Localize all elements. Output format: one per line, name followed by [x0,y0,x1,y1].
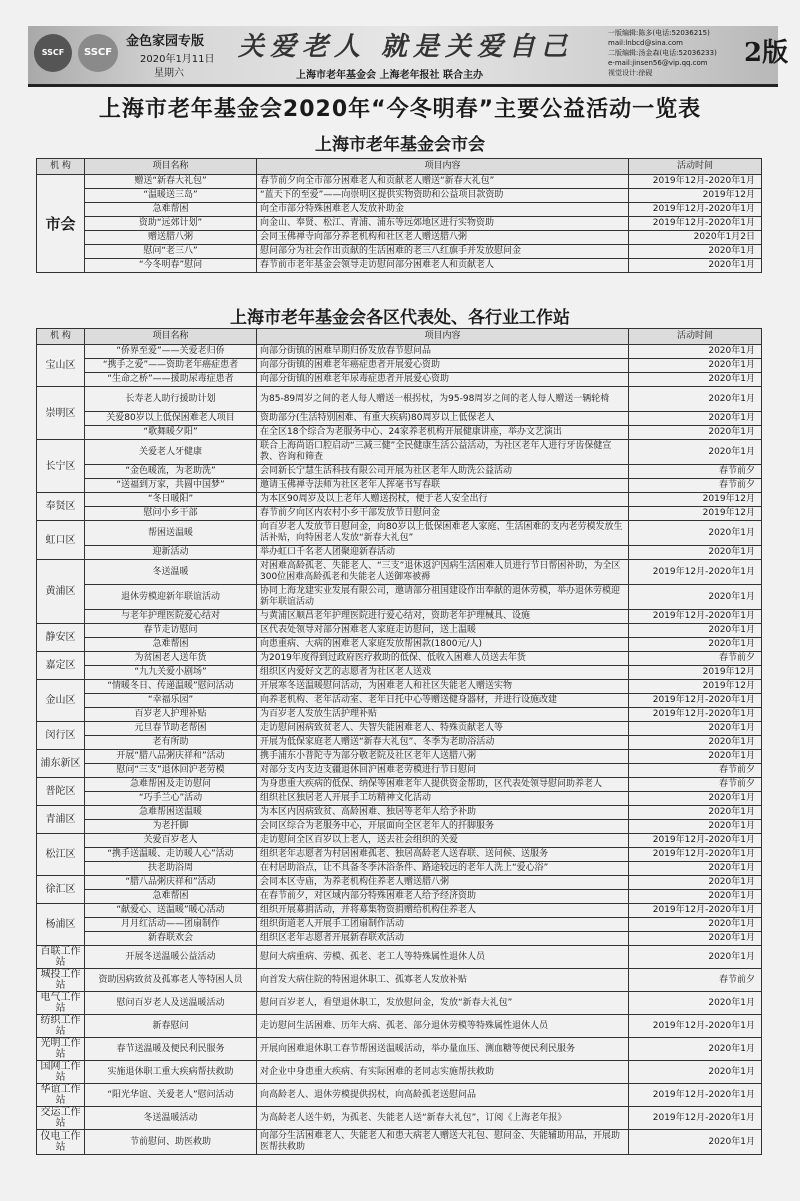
project-content: 对困难高龄孤老、失能老人、“三支”退休返沪因病生活困难人员进行节日帮困补助，为全区300位困难高龄孤老和失能老人送御寒被褥 [257,560,629,585]
project-content: 在村居助浴点，让不具备冬季沐浴条件、路途较远的老年人洗上“爱心浴” [257,862,629,876]
activity-time: 2020年1月 [629,1038,762,1061]
project-name: 冬送温暖活动 [85,1107,257,1130]
table-row [37,465,762,479]
project-name: “温暖送三岛” [85,189,257,203]
project-content: 慰问百岁老人，看望退休职工，发放慰问金，发放“新春大礼包” [257,992,629,1015]
table-row [37,806,762,820]
table-row [37,666,762,680]
project-content: 组织老年志愿者为村居困难孤老、独居高龄老人送春联、送问候、送服务 [257,848,629,862]
project-name: “歌舞暖夕阳” [85,426,257,440]
activity-time: 2019年12月-2020年1月 [629,848,762,862]
activity-time: 2020年1月 [629,373,762,387]
project-name: 关爱百岁老人 [85,834,257,848]
project-content: 春节前夕向区内农村小乡干部发放节日慰问金 [257,507,629,521]
project-content: 区代表处领导对部分困难老人家庭走访慰问，送上温暖 [257,624,629,638]
project-name: “侨界至爱”——关爱老归侨 [85,345,257,359]
project-name: 开展冬送温暖公益活动 [85,946,257,969]
project-name: “献爱心、送温暖”暖心活动 [85,904,257,918]
activity-time: 2020年1月 [629,440,762,465]
contact-line: mail:lnbcd@sina.com [608,39,683,47]
activity-time: 春节前夕 [629,778,762,792]
table-row [37,387,762,412]
table-row [37,904,762,918]
activity-time: 2019年12月-2020年1月 [629,1015,762,1038]
foundation-logo: SSCF [34,34,72,72]
table-row [37,764,762,778]
table-row [37,792,762,806]
activity-time: 2020年1月 [629,345,762,359]
table-row [37,969,762,992]
project-content: 向全市部分特殊困难老人发放补助金 [257,203,629,217]
project-name: 元旦春节助老帮困 [85,722,257,736]
project-content: 对企业中身患重大疾病、有实际困难的老同志实施帮扶救助 [257,1061,629,1084]
table-row [37,918,762,932]
table-row [37,1015,762,1038]
activity-time: 2020年1月 [629,932,762,946]
project-name: “九九关爱小剧场” [85,666,257,680]
org-cell: 松江区 [37,834,85,876]
project-content: 向首发大病住院的特困退休职工、孤寡老人发放补贴 [257,969,629,992]
project-content: 组织开展募捐活动，并将募集物资捐赠给机构住养老人 [257,904,629,918]
activity-time: 2020年1月 [629,412,762,426]
table-row [37,778,762,792]
project-content: 对部分支内支边支疆退休回沪困难老劳模进行节日慰问 [257,764,629,778]
activity-time: 2020年1月 [629,992,762,1015]
header-org: 机 构 [37,159,85,175]
activity-time: 2020年1月 [629,245,762,259]
project-content: 走访慰问困病致贫老人、失智失能困难老人、特殊贡献老人等 [257,722,629,736]
project-content: 为本区90周岁及以上老年人赠送拐杖，便于老人安全出行 [257,493,629,507]
table-row [37,359,762,373]
project-name: 赠送“新春大礼包” [85,175,257,189]
activity-time: 2019年12月-2020年1月 [629,1107,762,1130]
table-row [37,259,762,273]
activity-time: 春节前夕 [629,465,762,479]
project-content: 邀请玉佛禅寺法师为社区老年人挥毫书写春联 [257,479,629,493]
org-cell: 崇明区 [37,387,85,440]
table-row [37,189,762,203]
activity-time: 2019年12月-2020年1月 [629,708,762,722]
org-cell: 嘉定区 [37,652,85,680]
org-cell: 浦东新区 [37,750,85,778]
org-cell: 光明工作站 [37,1038,85,1061]
section2-table [36,328,762,1155]
activity-time: 春节前夕 [629,652,762,666]
activity-time: 2019年12月-2020年1月 [629,834,762,848]
project-name: 老有所助 [85,736,257,750]
section2-body [37,345,762,1155]
project-name: 关爱老人牙健康 [85,440,257,465]
header-name: 项目名称 [85,159,257,175]
activity-time: 2020年1月 [629,1130,762,1155]
table-row [37,1061,762,1084]
project-content: 携手浦东小普陀寺为部分敬老院及社区老年人送腊八粥 [257,750,629,764]
project-content: 在全区18个综合为老服务中心、24家养老机构开展健康讲座，举办文艺演出 [257,426,629,440]
activity-time: 2020年1月 [629,918,762,932]
organizers: 上海市老年基金会 上海老年报社 联合主办 [296,70,483,81]
org-cell: 闵行区 [37,722,85,750]
header-time: 活动时间 [629,329,762,345]
project-content: 慰问部分为社会作出贡献的生活困难的老三八红旗手并发放慰问金 [257,245,629,259]
project-content: 春节前市老年基金会领导走访慰问部分困难老人和贡献老人 [257,259,629,273]
project-content: 走访慰问全区百岁以上老人，送去社会组织的关爱 [257,834,629,848]
project-content: 会同新长宁慧生活科技有限公司开展为社区老年人助洗公益活动 [257,465,629,479]
table-row [37,521,762,546]
project-name: “金色暖流，为老助洗” [85,465,257,479]
table-row [37,652,762,666]
project-name: 急难帮困及走访慰问 [85,778,257,792]
section1-body [37,175,762,273]
table-row [37,1107,762,1130]
table-row [37,231,762,245]
edition-date: 2020年1月11日 [140,54,215,65]
header-content: 项目内容 [257,159,629,175]
activity-time: 2020年1月 [629,946,762,969]
activity-time: 2019年12月-2020年1月 [629,560,762,585]
activity-time: 2020年1月 [629,585,762,610]
project-name: 慰问“三支”退休回沪老劳模 [85,764,257,778]
contact-line: 一版编辑:陈多(电话:52036215) [608,29,710,37]
project-name: 为贫困老人送年货 [85,652,257,666]
activity-time: 2020年1月 [629,426,762,440]
activity-time: 2020年1月 [629,876,762,890]
table-row [37,493,762,507]
section2-title: 上海市老年基金会各区代表处、各行业工作站 [230,308,570,328]
project-name: 为老扦脚 [85,820,257,834]
table-header-row [37,159,762,175]
project-content: 向部分街镇的困难老年癌症患者开展爱心资助 [257,359,629,373]
masthead-slogan: 关爱老人 就是关爱自己 [238,32,574,62]
org-cell: 百联工作站 [37,946,85,969]
page-title: 上海市老年基金会2020年“今冬明春”主要公益活动一览表 [98,97,702,122]
table-row [37,217,762,231]
project-name: 退休劳模迎新年联谊活动 [85,585,257,610]
edition-weekday: 星期六 [154,68,184,79]
project-name: 开展“腊八品粥庆祥和”活动 [85,750,257,764]
org-cell: 仪电工作站 [37,1130,85,1155]
project-content: 组织区内爱好文艺的志愿者为社区老人送戏 [257,666,629,680]
project-content: 走访慰问生活困难、历年大病、孤老、部分退休劳模等特殊属性退休人员 [257,1015,629,1038]
org-cell: 电气工作站 [37,992,85,1015]
table-row [37,479,762,493]
activity-time: 2020年1月 [629,521,762,546]
project-name: 迎新活动 [85,546,257,560]
org-cell: 国网工作站 [37,1061,85,1084]
org-cell: 金山区 [37,680,85,722]
project-name: 急难帮困 [85,638,257,652]
activity-time: 2020年1月 [629,722,762,736]
table-row [37,932,762,946]
table-row [37,736,762,750]
activity-time: 2019年12月-2020年1月 [629,610,762,624]
table-row [37,1084,762,1107]
activity-time: 2020年1月 [629,862,762,876]
activity-time: 2020年1月 [629,624,762,638]
project-name: 新春联欢会 [85,932,257,946]
project-content: 与黄浦区顺昌老年护理医院进行爱心结对，资助老年护理械具、设施 [257,610,629,624]
header-org: 机 构 [37,329,85,345]
table-row [37,890,762,904]
activity-time: 2020年1月2日 [629,231,762,245]
project-content: 向部分街镇的困难老年尿毒症患者开展爱心资助 [257,373,629,387]
activity-time: 2020年1月 [629,820,762,834]
header-content: 项目内容 [257,329,629,345]
table-row [37,412,762,426]
project-name: 新春慰问 [85,1015,257,1038]
contact-line: 视觉设计:徐砚 [608,69,653,77]
activity-time: 2019年12月-2020年1月 [629,1084,762,1107]
table-row [37,992,762,1015]
project-content: 会同区综合为老服务中心，开展面向全区老年人的扦脚服务 [257,820,629,834]
activity-time: 春节前夕 [629,969,762,992]
table-row [37,345,762,359]
project-content: 向养老机构、老年活动室、老年日托中心等赠送健身器材，并进行设施改建 [257,694,629,708]
activity-time: 2020年1月 [629,750,762,764]
activity-time: 2019年12月 [629,189,762,203]
project-name: 急难帮困送温暖 [85,806,257,820]
project-content: 资助部分(生活特别困难、有重大疾病)80周岁以上低保老人 [257,412,629,426]
project-name: “携手送温暖、走访暖人心”活动 [85,848,257,862]
project-name: 慰问“老三八” [85,245,257,259]
project-content: 组织街道老人开展手工团扇制作活动 [257,918,629,932]
project-name: “携手之爱”——资助老年癌症患者 [85,359,257,373]
masthead [28,26,789,87]
project-name: 慰问百岁老人及送温暖活动 [85,992,257,1015]
project-content: 开展为低保家庭老人赠送“新春大礼包”、冬季为老助浴活动 [257,736,629,750]
project-content: 举办虹口千名老人团聚迎新春活动 [257,546,629,560]
project-name: 冬送温暖 [85,560,257,585]
org-cell: 华谊工作站 [37,1084,85,1107]
table-header-row [37,329,762,345]
table-row [37,750,762,764]
project-content: 向部分生活困难老人、失能老人和患大病老人赠送大礼包、慰问金、失能辅助用品，开展助医帮扶救助 [257,1130,629,1155]
project-content: 组织社区独居老人开展手工坊精神文化活动 [257,792,629,806]
contact-line: e-mail:jinsen56@vip.qq.com [608,59,708,67]
project-name: 急难帮困 [85,203,257,217]
org-cell: 交运工作站 [37,1107,85,1130]
table-row [37,680,762,694]
project-name: “阳光华谊、关爱老人”慰问活动 [85,1084,257,1107]
project-content: “蓝天下的至爱”——向崇明区提供实物资助和公益项目款资助 [257,189,629,203]
project-content: 为高龄老人送牛奶，为孤老、失能老人送“新春大礼包”，订阅《上海老年报》 [257,1107,629,1130]
project-content: 协同上海龙建实业发展有限公司，邀请部分祖国建设作出奉献的退休劳模，举办退休劳模迎新年联谊活动 [257,585,629,610]
project-name: 春节走访慰问 [85,624,257,638]
table-row [37,245,762,259]
section1-table [36,158,762,273]
project-content: 会同本区寺庙，为养老机构住养老人赠送腊八粥 [257,876,629,890]
table-row [37,694,762,708]
activity-time: 2019年12月 [629,493,762,507]
activity-time: 2019年12月 [629,507,762,521]
project-name: “腊八品粥庆祥和”活动 [85,876,257,890]
org-cell: 长宁区 [37,440,85,493]
table-row [37,624,762,638]
project-content: 春节前夕向全市部分困难老人和贡献老人赠送“新春大礼包” [257,175,629,189]
project-content: 在春节前夕，对区域内部分特殊困难老人给予经济资助 [257,890,629,904]
project-content: 为85-89周岁之间的老人每人赠送一根拐杖，为95-98周岁之间的老人每人赠送一辆轮椅 [257,387,629,412]
table-row [37,507,762,521]
project-name: “送福到万家，共圆中国梦” [85,479,257,493]
activity-time: 2019年12月-2020年1月 [629,694,762,708]
project-name: 资助因病致贫及孤寡老人等特困人员 [85,969,257,992]
table-row [37,876,762,890]
edition-name: 金色家园专版 [126,34,205,49]
org-cell: 杨浦区 [37,904,85,946]
project-content: 组织区老年志愿者开展新春联欢活动 [257,932,629,946]
table-row [37,546,762,560]
project-name: 扶老助浴周 [85,862,257,876]
org-cell: 普陀区 [37,778,85,806]
project-name: 长寿老人助行援助计划 [85,387,257,412]
project-content: 向百岁老人发放节日慰问金，向80岁以上低保困难老人家庭、生活困难的支内老劳模发放生活补贴，向特困老人发放“新春大礼包” [257,521,629,546]
activity-time: 2019年12月-2020年1月 [629,904,762,918]
header-time: 活动时间 [629,159,762,175]
project-name: “情暖冬日、传递温暖”慰问活动 [85,680,257,694]
org-cell: 虹口区 [37,521,85,560]
org-cell: 静安区 [37,624,85,652]
project-name: 赠送腊八粥 [85,231,257,245]
project-content: 为身患重大疾病的低保、纳保等困难老年人提供资金帮助，区代表处领导慰问助养老人 [257,778,629,792]
activity-time: 2020年1月 [629,546,762,560]
project-content: 为2019年度得到过政府医疗救助的低保、低收入困难人员送去年货 [257,652,629,666]
activity-time: 春节前夕 [629,764,762,778]
project-name: 急难帮困 [85,890,257,904]
project-content: 向部分街镇的困难早期归侨发放春节慰问品 [257,345,629,359]
org-cell: 徐汇区 [37,876,85,904]
activity-time: 2019年12月 [629,680,762,694]
project-name: “生命之桥”——援助尿毒症患者 [85,373,257,387]
activity-time: 2020年1月 [629,890,762,904]
project-name: 慰问小乡干部 [85,507,257,521]
project-name: 月月红活动——团扇制作 [85,918,257,932]
table-row [37,203,762,217]
table-row [37,708,762,722]
editor-contacts [608,28,717,78]
project-content: 为百岁老人发放生活护理补贴 [257,708,629,722]
table-row [37,1038,762,1061]
table-row [37,638,762,652]
activity-time: 2020年1月 [629,638,762,652]
project-name: 资助“远郊计划” [85,217,257,231]
org-cell: 黄浦区 [37,560,85,624]
activity-time: 2019年12月-2020年1月 [629,203,762,217]
page-number: 2版 [744,38,789,68]
org-cell: 青浦区 [37,806,85,834]
project-name: “冬日暖阳” [85,493,257,507]
table-row [37,610,762,624]
project-content: 开展向困难退休职工春节帮困送温暖活动，举办量血压、测血糖等便民利民服务 [257,1038,629,1061]
project-name: 春节送温暖及便民利民服务 [85,1038,257,1061]
table-row [37,946,762,969]
project-name: 节前慰问、助医救助 [85,1130,257,1155]
org-cell: 城投工作站 [37,969,85,992]
table-row [37,585,762,610]
project-name: 百岁老人护理补贴 [85,708,257,722]
activity-time: 2020年1月 [629,359,762,373]
activity-time: 2020年1月 [629,387,762,412]
table-row [37,175,762,189]
header-name: 项目名称 [85,329,257,345]
table-row [37,820,762,834]
table-row [37,862,762,876]
project-name: “幸福乐园” [85,694,257,708]
org-cell: 市会 [37,175,85,273]
table-row [37,848,762,862]
activity-time: 2020年1月 [629,1061,762,1084]
activity-time: 2020年1月 [629,806,762,820]
project-name: 关爱80岁以上低保困难老人项目 [85,412,257,426]
activity-time: 2019年12月 [629,666,762,680]
activity-time: 2019年12月-2020年1月 [629,217,762,231]
org-cell: 纺织工作站 [37,1015,85,1038]
table-row [37,834,762,848]
project-content: 为本区内因病致贫、高龄困难、独居等老年人给予补助 [257,806,629,820]
activity-time: 2019年12月-2020年1月 [629,175,762,189]
project-content: 会同玉佛禅寺向部分养老机构和社区老人赠送腊八粥 [257,231,629,245]
project-content: 慰问大病重病、劳模、孤老、老工人等特殊属性退休人员 [257,946,629,969]
project-name: 实施退休职工重大疾病帮扶救助 [85,1061,257,1084]
project-content: 开展寒冬送温暖慰问活动，为困难老人和社区失能老人赠送实物 [257,680,629,694]
project-content: 向高龄老人、退休劳模提供拐杖，向高龄孤老送慰问品 [257,1084,629,1107]
project-content: 向金山、奉贤、松江、青浦、浦东等远郊地区进行实物资助 [257,217,629,231]
org-cell: 宝山区 [37,345,85,387]
org-cell: 奉贤区 [37,493,85,521]
table-row [37,722,762,736]
table-row [37,1130,762,1155]
table-row [37,373,762,387]
table-row [37,440,762,465]
project-content: 联合上海尚语口腔启动“三减三健”全民健康生活公益活动，为社区老年人进行牙齿保健宣教、咨询和筛查 [257,440,629,465]
project-name: 与老年护理医院爱心结对 [85,610,257,624]
activity-time: 2020年1月 [629,736,762,750]
project-name: “今冬明春”慰问 [85,259,257,273]
activity-time: 2020年1月 [629,792,762,806]
activity-time: 2020年1月 [629,259,762,273]
contact-line: 二版编辑:汤金森(电话:52036233) [608,49,717,57]
project-content: 向患重病、大病的困难老人家庭发放帮困款(1800元/人) [257,638,629,652]
project-name: 帮困送温暖 [85,521,257,546]
table-row [37,560,762,585]
newspaper-logo: SSCF [78,34,118,72]
table-row [37,426,762,440]
activity-time: 春节前夕 [629,479,762,493]
section1-title: 上海市老年基金会市会 [315,135,485,155]
project-name: “巧手兰心”活动 [85,792,257,806]
